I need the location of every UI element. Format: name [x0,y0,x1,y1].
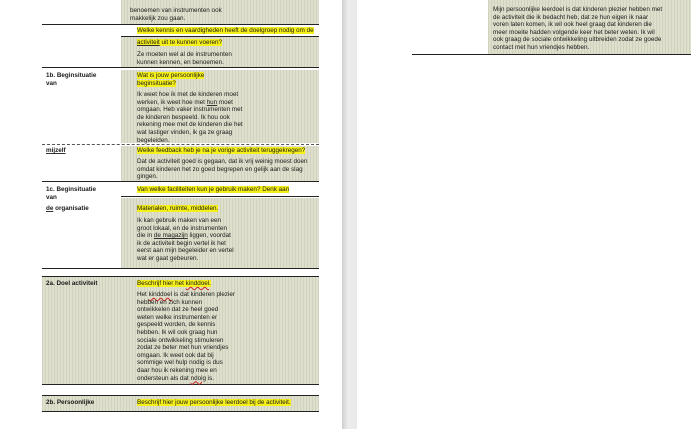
organisatie-word: organisatie [53,205,89,212]
question-feedback-text: Welke feedback heb je na je vorige activiteit teruggekregen? [137,147,306,154]
question-knowledge-line1: Welke kennis en vaardigheden heeft de doelgroep nodig om de [137,27,314,34]
answer-knowledge: Ze moeten wel al de instrumenten kunnen kennen, en benoemen. [137,51,232,66]
question-facilities-2 [137,205,218,213]
answer-feedback: Dat de activiteit goed is gegaan, dat ik vrij weinig moest doen omdat kinderen het zo goed begrepen en gelijk aan de slag gingen. [137,158,308,181]
section-1c-organisatie [46,205,89,213]
table-rule [412,54,691,55]
question-goal-part1: Beschrijf hier het [137,280,186,287]
table-rule [42,276,319,277]
magazijn-word: de magazijn [153,232,188,240]
page-gutter [342,0,357,429]
section-2b-label: 2b. Persoonlijke [46,399,95,406]
question-goal [137,280,211,288]
answer-personal-part2: moet omgaan. Heb vaker instrumenten met de kinderen bespeeld. Ik hou ook rekening mee met de kinderen die het wat lastiger vinden, ik ga ze graag begeleiden. [137,98,243,144]
question-learning [137,399,291,407]
question-goal-part2: . [209,280,211,287]
ndoig-word: ndoig [190,374,206,382]
answer-personal-part1: Ik weet hoe ik met de kinderen moet werken, ik weet hoe met [137,91,239,106]
kinddoel-word-answer: kinddoel [148,291,173,298]
answer-text-top: benoemen van instrumenten ook makkelijk zou gaan. [130,7,222,22]
table-rule [42,67,319,68]
answer-personal-start [137,91,243,144]
section-1b-label-mijzelf: mijzelf [46,147,66,154]
question-knowledge-2 [137,39,222,47]
document-page-left [0,0,342,429]
question-facilities-text-2: Materialen, ruimte, middelen. [137,205,219,212]
table-rule [42,411,319,412]
answer-goal-part2: is dat kinderen plezier hebben en zich kunnen ontwikkelen dat ze heel goed weten welke instrumenten er gespeeld worden, de kennis hebben. Ik wil ook graag hun sociale ontwikkeling stimuleren zodat ze beter met hun vriendjes omgaan. Ik weet ook dat bij sommige wel hulp nodig is dus daar hou ik rekening mee en ondersteun als dat [137,291,236,382]
question-feedback [137,147,305,155]
section-1c-label: 1c. Beginsituatie van [46,186,97,201]
answer-facilities-part1: Ik kan gebruik maken van een groot lokaal, en de instrumenten die in [137,217,227,240]
table-rule [42,395,319,396]
answer-facilities-part2: liggen, voordat ik de activiteit begin vertel ik het eerst aan mijn begeleider en vertel wat er gaat gebeuren. [137,232,234,262]
table-rule [42,384,319,385]
table-rule [121,196,319,197]
question-learning-text: Beschrijf hier jouw persoonlijke leerdoel bij de activiteit. [137,399,291,406]
question-knowledge [137,27,314,35]
hun-word: hun [206,98,218,106]
document-page-right [357,0,700,429]
kinddoel-word-question: kinddoel [185,280,210,287]
answer-goal-part1: Het [137,291,149,298]
answer-learning-goal: Mijn persoonlijke leerdoel is dat kinderen plezier hebben met de activiteit die ik bedacht heb, dat ze hun eigen ik naar voren laten komen, ik wil ook heel graag dat kinderen die meer moeite hadden volgende keer het beter weten. Ik wil ook graag de sociale ontwikkeling uitbreiden zodat ze goede contact met hun vriendjes hebben. [493,6,663,51]
activiteit-word: activiteit [137,39,160,46]
section-2a-label: 2a. Doel activiteit [46,280,98,287]
table-rule [121,36,319,37]
de-word: de [46,205,54,212]
answer-facilities [137,217,234,263]
answer-goal [137,291,235,382]
answer-goal-part3: is. [205,374,215,382]
question-personal-start [137,72,204,87]
question-facilities-text: Van welke faciliteiten kun je gebruik maken? Denk aan [137,186,290,193]
section-1b-label: 1b. Beginsituatie van [46,72,97,87]
question-personal-text: Wat is jouw persoonlijke beginsituatie? [137,72,205,87]
table-rule [42,268,319,269]
table-rule [42,24,319,25]
question-facilities [137,186,289,194]
table-rule [42,181,319,182]
question-knowledge-line2: uit te kunnen voeren? [159,39,223,46]
